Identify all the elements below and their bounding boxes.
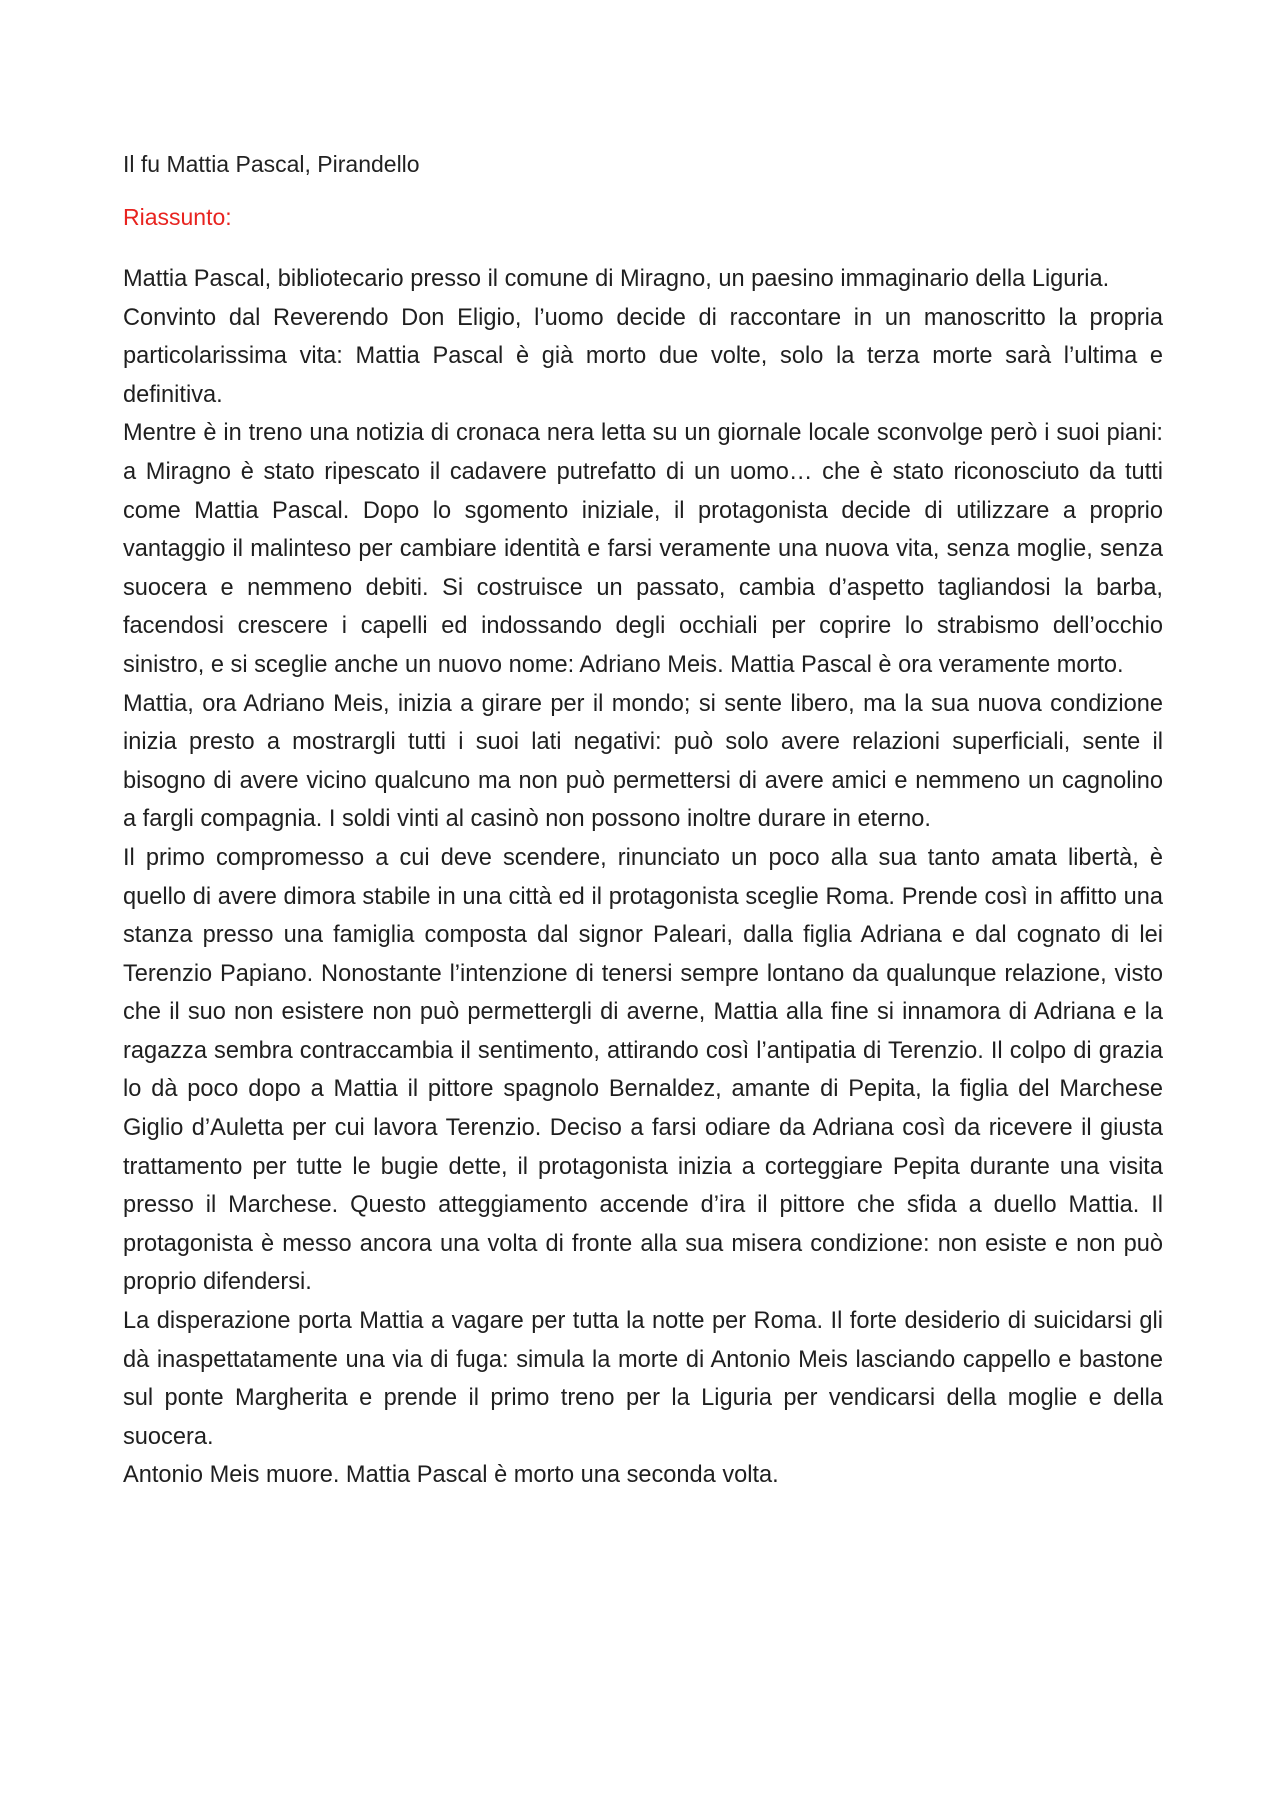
paragraph: La disperazione porta Mattia a vagare per tutta la notte per Roma. Il forte desiderio di suicidarsi gli dà inaspettatamente una via di fuga: simula la morte di Antonio Meis lasciando cappello e bastone sul ponte Margherita e prende il primo treno per la Liguria per vendicarsi della moglie e della suocera. xyxy=(123,1308,1163,1450)
document-page xyxy=(123,148,1163,1495)
paragraph: Mattia Pascal, bibliotecario presso il comune di Miragno, un paesino immaginario della Liguria. xyxy=(123,266,1110,292)
document-title: Il fu Mattia Pascal, Pirandello xyxy=(123,151,420,177)
paragraph: Antonio Meis muore. Mattia Pascal è morto una seconda volta. xyxy=(123,1462,779,1489)
paragraph: Mattia, ora Adriano Meis, inizia a girare per il mondo; si sente libero, ma la sua nuova condizione inizia presto a mostrargli tutti i suoi lati negativi: può solo avere relazioni superficiali, sente il bisogno di avere vicino qualcuno ma non può permettersi di avere amici e nemmeno un cagnolino a fargli compagnia. I soldi vinti al casinò non possono inoltre durare in eterno. xyxy=(123,690,1163,833)
section-heading: Riassunto: xyxy=(123,204,232,230)
paragraph: Convinto dal Reverendo Don Eligio, l’uomo decide di raccontare in un manoscritto la propria particolarissima vita: Mattia Pascal è già morto due volte, solo la terza morte sarà l’ultima e definitiva. xyxy=(123,304,1163,408)
paragraph: Mentre è in treno una notizia di cronaca nera letta su un giornale locale sconvolge però i suoi piani: a Miragno è stato ripescato il cadavere putrefatto di un uomo… che è stato riconosciuto da tutti come Mattia Pascal. Dopo lo sgomento iniziale, il protagonista decide di utilizzare a proprio vantaggio il malinteso per cambiare identità e farsi veramente una nuova vita, senza moglie, senza suocera e nemmeno debiti. Si costruisce un passato, cambia d’aspetto tagliandosi la barba, facendosi crescere i capelli ed indossando degli occhiali per coprire lo strabismo dell’occhio sinistro, e si sceglie anche un nuovo nome: Adriano Meis. Mattia Pascal è ora veramente morto. xyxy=(123,420,1163,678)
summary-body xyxy=(123,260,1163,1495)
paragraph: Il primo compromesso a cui deve scendere, rinunciato un poco alla sua tanto amata libertà, è quello di avere dimora stabile in una città ed il protagonista sceglie Roma. Prende così in affitto una stanza presso una famiglia composta dal signor Paleari, dalla figlia Adriana e dal cognato di lei Terenzio Papiano. Nonostante l’intenzione di tenersi sempre lontano da qualunque relazione, visto che il suo non esistere non può permettergli di averne, Mattia alla fine si innamora di Adriana e la ragazza sembra contraccambia il sentimento, attirando così l’antipatia di Terenzio. Il colpo di grazia lo dà poco dopo a Mattia il pittore spagnolo Bernaldez, amante di Pepita, la figlia del Marchese Giglio d’Auletta per cui lavora Terenzio. Deciso a farsi odiare da Adriana così da ricevere il giusta trattamento per tutte le bugie dette, il protagonista inizia a corteggiare Pepita durante una visita presso il Marchese. Questo atteggiamento accende d’ira il pittore che sfida a duello Mattia. Il protagonista è messo ancora una volta di fronte alla sua misera condizione: non esiste e non può proprio difendersi. xyxy=(123,844,1163,1296)
